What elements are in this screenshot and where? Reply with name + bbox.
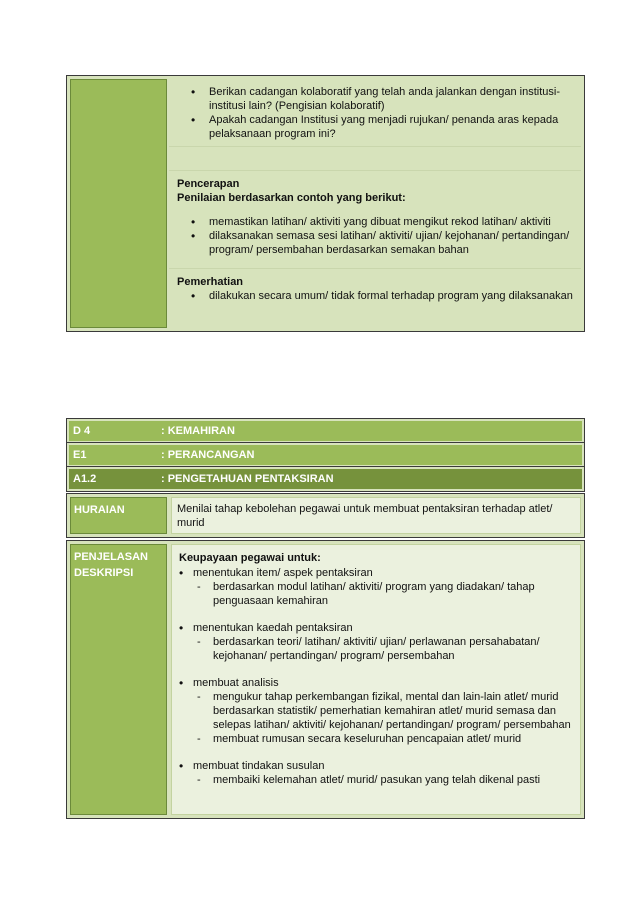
list-item: • Apakah cadangan Institusi yang menjadi rujukan/ penanda aras kepada pelaksanaan program ini?: [169, 113, 581, 141]
spacer-row: [169, 147, 581, 171]
list-subitem: - berdasarkan modul latihan/ aktiviti/ program yang diadakan/ tahap penguasaan kemahiran: [177, 580, 575, 608]
penjelasan-intro: Keupayaan pegawai untuk:: [179, 552, 321, 564]
header-title: : KEMAHIRAN: [161, 425, 235, 437]
collaboration-row: [169, 79, 581, 147]
list-item: • dilakukan secara umum/ tidak formal terhadap program yang dilaksanakan: [169, 289, 581, 303]
list-subitem: - berdasarkan teori/ latihan/ aktiviti/ ujian/ perlawanan persahabatan/ kejohanan/ pertandingan/ program/ persembahan: [177, 635, 575, 663]
list-item: • memastikan latihan/ aktiviti yang dibuat mengikut rekod latihan/ aktiviti: [169, 215, 581, 229]
list-item: • membuat analisis: [177, 676, 575, 690]
pemerhatian-title: Pemerhatian: [177, 276, 244, 288]
header-code: A1.2: [73, 473, 97, 485]
list-subitem: - membaiki kelemahan atlet/ murid/ pasukan yang telah dikenal pasti: [177, 773, 575, 787]
list-item: • dilaksanakan semasa sesi latihan/ aktiviti/ ujian/ kejohanan/ pertandingan/ program/ persembahan berdasarkan semakan bahan: [169, 229, 581, 257]
list-item: • membuat tindakan susulan: [177, 759, 575, 773]
huraian-label: HURAIAN: [70, 497, 167, 534]
header-a1-2: [66, 466, 585, 492]
pencerapan-title: Pencerapan: [177, 178, 240, 190]
pencerapan-row: [169, 171, 581, 269]
list-subitem: - mengukur tahap perkembangan fizikal, mental dan lain-lain atlet/ murid berdasarkan statistik/ pemerhatian kemahiran atlet/ murid semasa dan selepas latihan/ aktiviti/ kejohanan/ pertandingan/ program/ persembahan: [177, 690, 575, 732]
list-item: • Berikan cadangan kolaboratif yang telah anda jalankan dengan institusi-institusi lain? (Pengisian kolaboratif): [169, 85, 581, 113]
header-d4: [66, 418, 585, 444]
penjelasan-table: [66, 540, 585, 819]
header-code: D 4: [73, 425, 91, 437]
evaluation-method-table: [66, 75, 585, 332]
pencerapan-subtitle: Penilaian berdasarkan contoh yang berikut:: [177, 192, 406, 204]
penjelasan-content: [171, 544, 581, 815]
list-item: • menentukan item/ aspek pentaksiran: [177, 566, 575, 580]
pemerhatian-row: [169, 269, 581, 303]
huraian-text: Menilai tahap kebolehan pegawai untuk membuat pentaksiran terhadap atlet/ murid: [171, 497, 581, 534]
header-title: : PERANCANGAN: [161, 449, 255, 461]
list-item: • menentukan kaedah pentaksiran: [177, 621, 575, 635]
penjelasan-label: PENJELASAN DESKRIPSI: [70, 544, 167, 815]
header-code: E1: [73, 449, 87, 461]
header-title: : PENGETAHUAN PENTAKSIRAN: [161, 473, 334, 485]
header-e1: [66, 442, 585, 468]
list-subitem: - membuat rumusan secara keseluruhan pencapaian atlet/ murid: [177, 732, 575, 746]
table-right-cell: [169, 79, 581, 328]
huraian-table: [66, 493, 585, 538]
table-left-cell: [70, 79, 167, 328]
